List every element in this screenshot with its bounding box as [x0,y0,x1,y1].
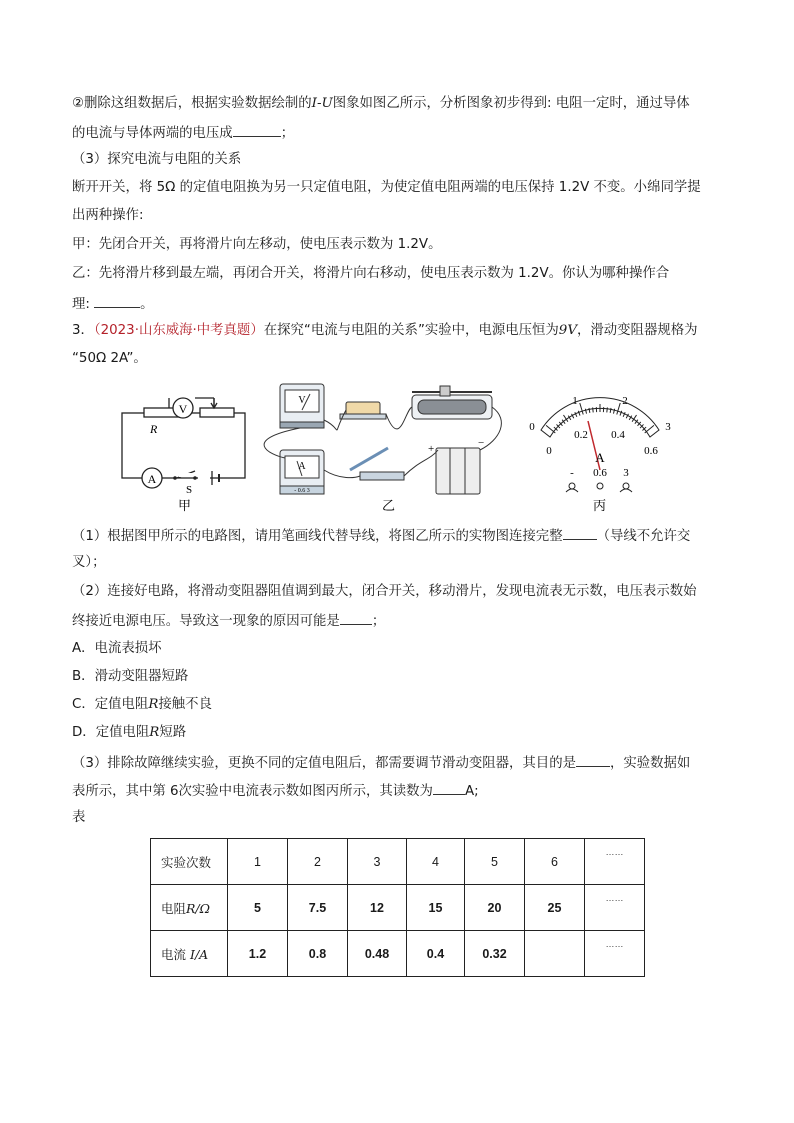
question-3-spec: “50Ω 2A”。 [72,351,147,366]
figure-label-bing: 丙 [593,498,607,513]
table-row [151,839,645,885]
table-row [151,931,645,977]
table-cell: …… [585,839,645,885]
table-cell: 0.4 [407,931,465,977]
figure-label-jia: 甲 [178,498,192,513]
ammeter-terminals: - 0.6 3 [294,488,310,494]
circuit-ammeter-label: A [147,472,157,486]
table-cell: 0.32 [465,931,525,977]
voltmeter-label: V [298,395,306,406]
row-header: 电流 I/A [151,931,228,977]
subquestion-3-heading: （3）探究电流与电阻的关系 [72,152,242,167]
battery-plus: + [428,443,435,455]
answer-blank[interactable] [340,610,372,625]
dial-unit: A [595,450,605,465]
dial-terminal-neg: - [570,467,574,479]
answer-blank[interactable] [233,122,281,137]
table-cell: 2 [288,839,348,885]
table-cell [525,931,585,977]
circuit-resistor-label: R [150,422,158,436]
table-cell: 5 [465,839,525,885]
answer-blank[interactable] [576,752,610,767]
table-cell: 1 [228,839,288,885]
table-cell: …… [585,931,645,977]
table-cell: 3 [348,839,407,885]
option-yi: 乙：先将滑片移到最左端，再闭合开关，将滑片向右移动，使电压表示数为 1.2V。你认为哪种操作合 [72,266,670,281]
subquestion-2: （2）连接好电路，将滑动变阻器阻值调到最大，闭合开关，移动滑片，发现电流表无示数，电压表示数始 [72,584,697,599]
para-iu-graph: ②删除这组数据后，根据实验数据绘制的I-U图象如图乙所示，分析图象初步得到: 电阻一定时，通过导体 [72,96,690,111]
dial-terminal-3: 3 [623,467,629,479]
table-caption: 表 [72,810,86,825]
source-tag: （2023·山东威海·中考真题） [93,323,264,338]
table-cell: 4 [407,839,465,885]
para-reason: 理: 。 [72,293,154,315]
dial-top-label: 1 [572,395,578,407]
dial-top-label: 2 [622,395,628,407]
table-cell: 0.48 [348,931,407,977]
answer-blank[interactable] [94,293,140,308]
subquestion-2-cont: 终接近电源电压。导致这一现象的原因可能是 ； [72,610,385,632]
data-table [150,838,645,977]
table-cell: 15 [407,885,465,931]
table-cell: 6 [525,839,585,885]
dial-tick [593,407,594,412]
table-cell: 25 [525,885,585,931]
battery-minus: − [478,437,485,449]
option-c: C．定值电阻R接触不良 [72,697,212,712]
dial-terminal-06: 0.6 [593,467,607,479]
dial-bottom-label: 0.2 [574,429,588,441]
dial-bottom-label: 0.6 [644,445,658,457]
para-conclusion: 的电流与导体两端的电压成 ； [72,122,294,144]
table-cell: 1.2 [228,931,288,977]
row-header: 实验次数 [151,839,228,885]
para-procedure-cont: 出两种操作: [72,208,144,223]
circuit-switch-label: S [186,484,193,496]
subquestion-3: （3）排除故障继续实验，更换不同的定值电阻后，都需要调节滑动变阻器，其目的是 ，实验数据如 [72,752,690,774]
option-b: B．滑动变阻器短路 [72,669,189,684]
option-a: A．电流表损坏 [72,641,162,656]
question-3-header: 3．（2023·山东威海·中考真题）在探究“电流与电阻的关系”实验中，电源电压恒为9V，滑动变阻器规格为 [72,323,698,338]
answer-blank[interactable] [563,525,597,540]
table-cell: 0.8 [288,931,348,977]
experiment-figure [0,375,794,520]
dial-top-label: 0 [529,421,535,433]
circuit-voltmeter-label: V [178,402,188,416]
row-header: 电阻R/Ω [151,885,228,931]
option-jia: 甲：先闭合开关，再将滑片向左移动，使电压表示数为 1.2V。 [72,237,442,252]
answer-blank[interactable] [433,780,465,795]
dial-top-label: 3 [665,421,671,433]
subquestion-1-cont: 叉）； [72,555,106,570]
table-cell: 12 [348,885,407,931]
table-cell: 7.5 [288,885,348,931]
table-cell: …… [585,885,645,931]
option-d: D．定值电阻R短路 [72,725,187,740]
figure-label-yi: 乙 [382,498,396,513]
dial-tick [607,407,608,412]
table-cell: 20 [465,885,525,931]
table-cell: 5 [228,885,288,931]
dial-bottom-label: 0.4 [611,429,625,441]
dial-bottom-label: 0 [546,445,552,457]
table-row [151,885,645,931]
subquestion-1: （1）根据图甲所示的电路图，请用笔画线代替导线，将图乙所示的实物图连接完整 （导线不允许交 [72,525,690,547]
subquestion-3-cont: 表所示，其中第 6次实验中电流表示数如图丙所示，其读数为 A; [72,780,479,802]
ammeter-label: A [298,461,306,472]
para-procedure: 断开开关，将 5Ω 的定值电阻换为另一只定值电阻，为使定值电阻两端的电压保持 1.2V 不变。小绵同学提 [72,180,701,195]
